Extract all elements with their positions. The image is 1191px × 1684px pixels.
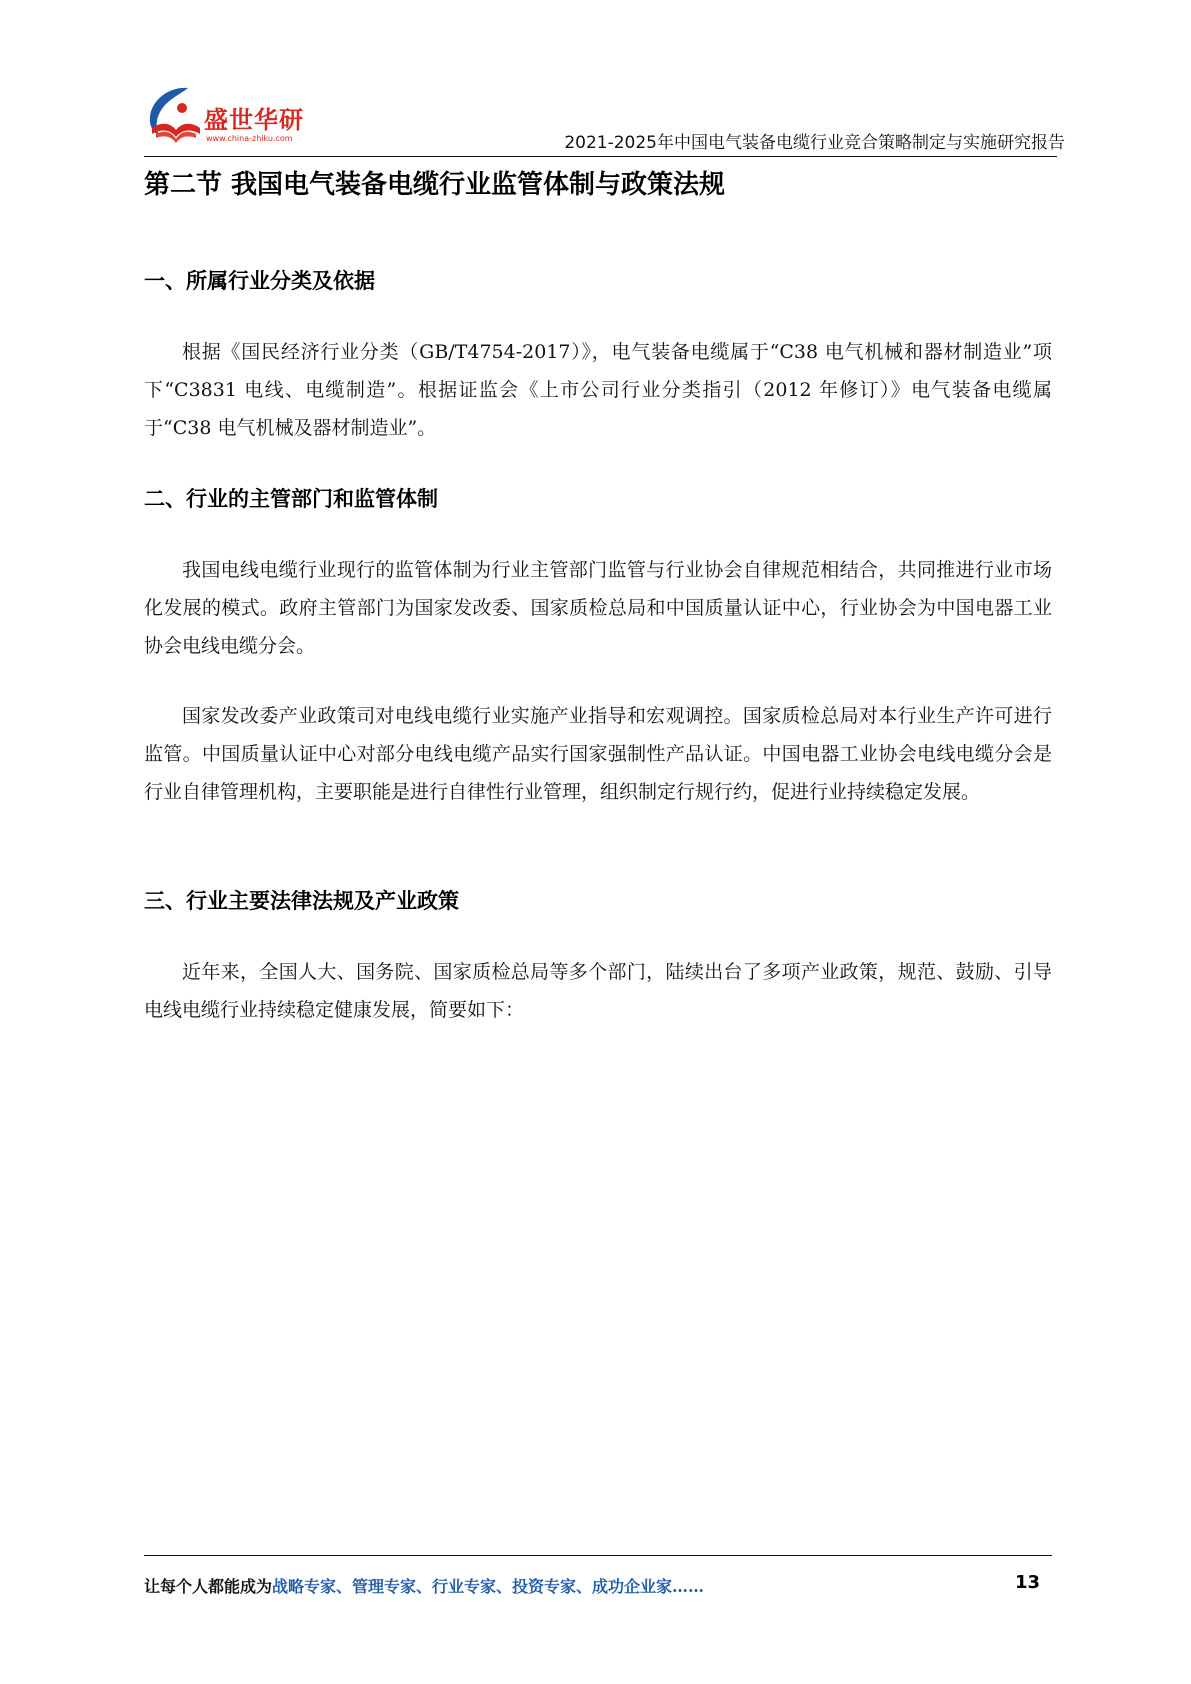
section-title: 第二节 我国电气装备电缆行业监管体制与政策法规	[144, 170, 726, 200]
subsection-heading: 二、行业的主管部门和监管体制	[144, 487, 438, 511]
footer-slogan	[144, 1574, 704, 1597]
logo-emblem-icon	[142, 84, 206, 146]
page-number: 13	[1014, 1572, 1040, 1593]
paragraph: 国家发改委产业政策司对电线电缆行业实施产业指导和宏观调控。国家质检总局对本行业生产许可进行监管。中国质量认证中心对部分电线电缆产品实行国家强制性产品认证。中国电器工业协会电线电缆分会是行业自律管理机构，主要职能是进行自律性行业管理，组织制定行规行约，促进行业持续稳定发展。	[144, 705, 1052, 803]
paragraph: 根据《国民经济行业分类（GB/T4754-2017）》，电气装备电缆属于“C38 电气机械和器材制造业”项下“C3831 电线、电缆制造”。根据证监会《上市公司行业分类指引（2012 年修订）》电气装备电缆属于“C38 电气机械及器材制造业”。	[144, 341, 1052, 439]
logo-url: www.china-zhiku.com	[206, 134, 293, 143]
logo-name: 盛世华研	[204, 106, 304, 134]
paragraph: 近年来，全国人大、国务院、国家质检总局等多个部门，陆续出台了多项产业政策，规范、鼓励、引导电线电缆行业持续稳定健康发展，简要如下：	[144, 961, 1052, 1021]
header-divider	[144, 156, 1057, 157]
slogan-highlight: 战略专家、管理专家、行业专家、投资专家、成功企业家……	[272, 1577, 705, 1596]
subsection-heading: 三、行业主要法律法规及产业政策	[144, 889, 459, 913]
report-title: 2021-2025年中国电气装备电缆行业竞合策略制定与实施研究报告	[564, 133, 1065, 153]
subsection-heading: 一、所属行业分类及依据	[144, 269, 375, 293]
paragraph: 我国电线电缆行业现行的监管体制为行业主管部门监管与行业协会自律规范相结合，共同推进行业市场化发展的模式。政府主管部门为国家发改委、国家质检总局和中国质量认证中心，行业协会为中国电器工业协会电线电缆分会。	[144, 559, 1052, 657]
footer-divider	[144, 1555, 1052, 1556]
company-logo	[142, 84, 322, 146]
slogan-lead: 让每个人都能成为	[144, 1577, 273, 1596]
